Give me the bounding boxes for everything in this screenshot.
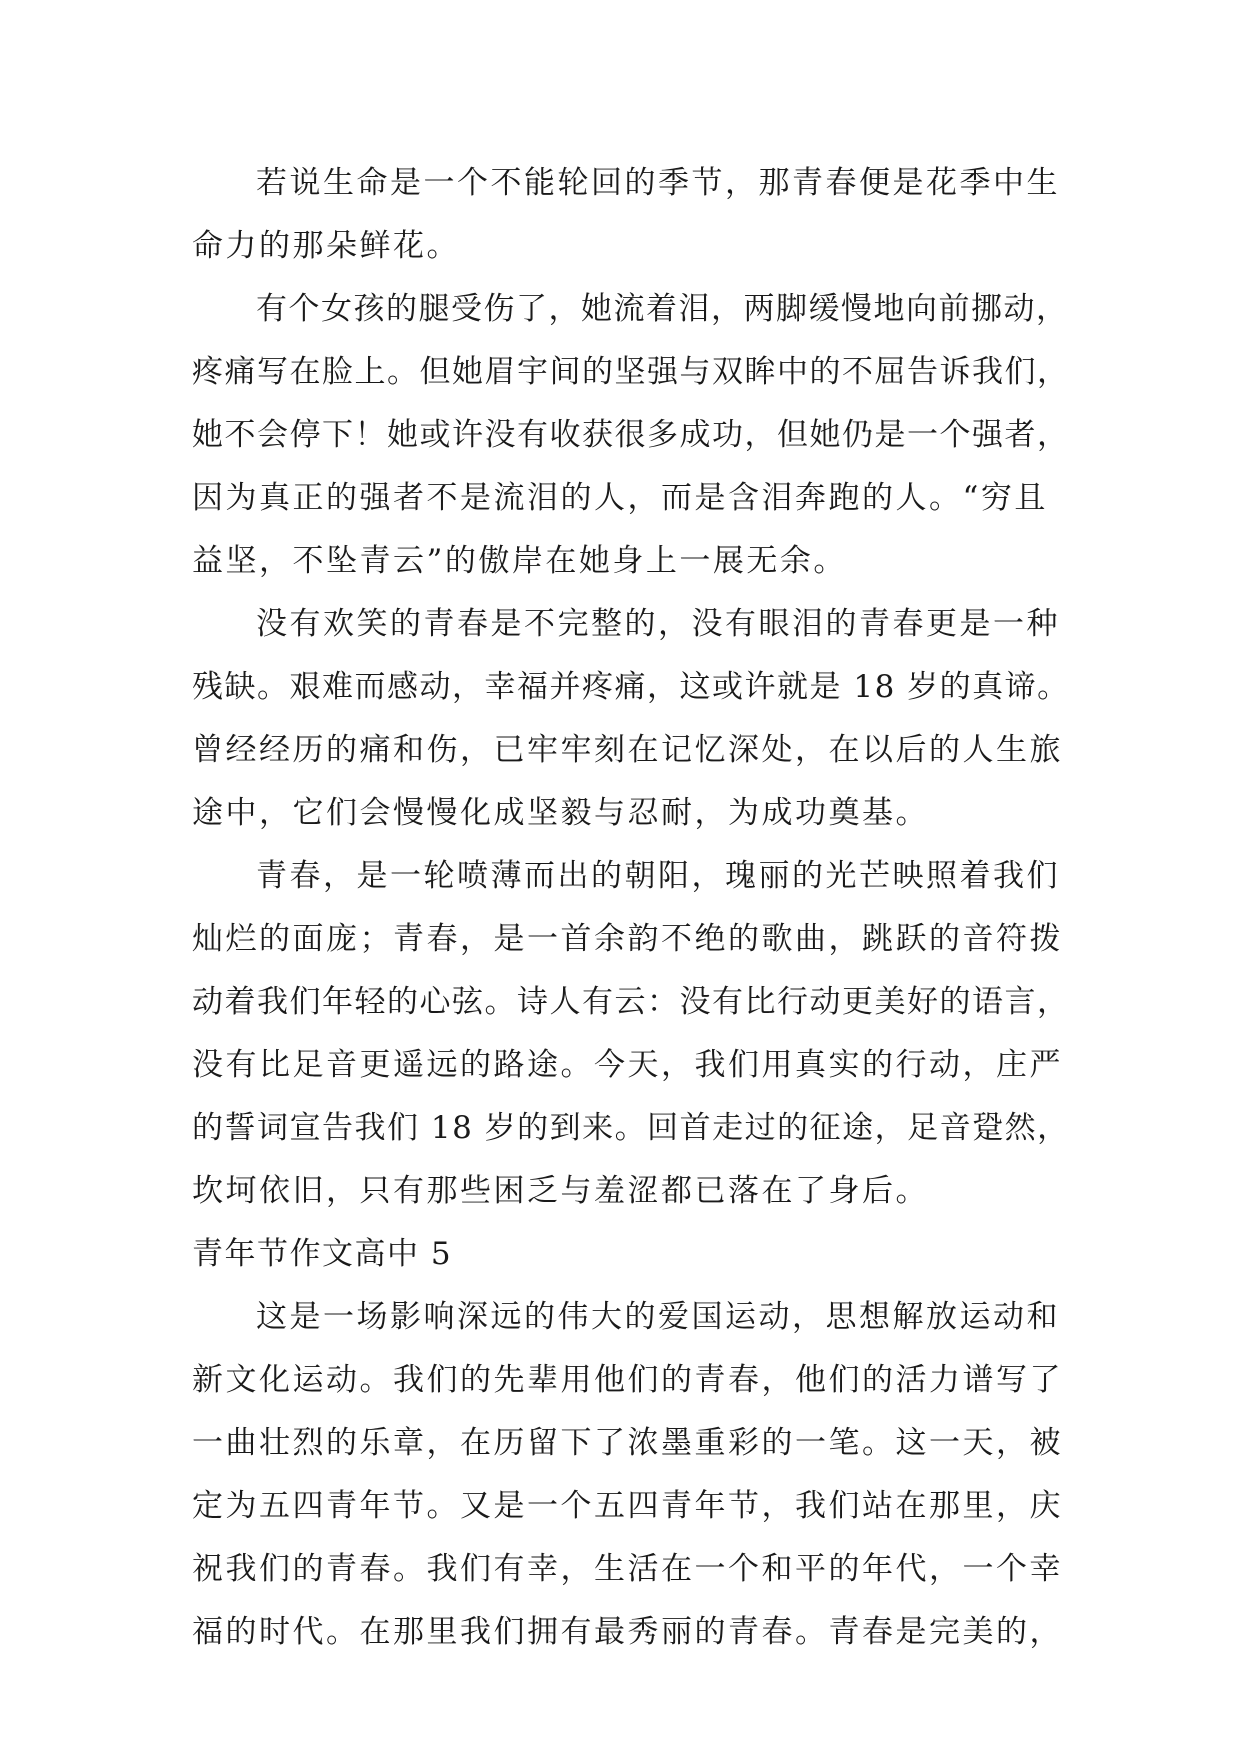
text-line: 动着我们年轻的心弦。诗人有云：没有比行动更美好的语言， — [192, 984, 1070, 1020]
document-body — [192, 152, 1072, 1664]
text-line: 一曲壮烈的乐章，在历留下了浓墨重彩的一笔。这一天，被 — [192, 1425, 1063, 1461]
text-line: 疼痛写在脸上。但她眉宇间的坚强与双眸中的不屈告诉我们， — [192, 354, 1070, 390]
text-line: 没有欢笑的青春是不完整的，没有眼泪的青春更是一种 — [256, 606, 1060, 642]
text-line: 定为五四青年节。又是一个五四青年节，我们站在那里，庆 — [192, 1488, 1063, 1524]
text-line: 残缺。艰难而感动，幸福并疼痛，这或许就是 18 岁的真谛。 — [192, 669, 1070, 705]
text-line: 曾经经历的痛和伤，已牢牢刻在记忆深处，在以后的人生旅 — [192, 732, 1063, 768]
text-line: 没有比足音更遥远的路途。今天，我们用真实的行动，庄严 — [192, 1047, 1063, 1083]
text-line: 若说生命是一个不能轮回的季节，那青春便是花季中生 — [256, 165, 1060, 201]
text-line: 新文化运动。我们的先辈用他们的青春，他们的活力谱写了 — [192, 1362, 1063, 1398]
text-line: 坎坷依旧，只有那些困乏与羞涩都已落在了身后。 — [192, 1173, 929, 1209]
section-heading: 青年节作文高中 5 — [192, 1236, 453, 1272]
text-line: 命力的那朵鲜花。 — [192, 228, 460, 264]
text-line: 福的时代。在那里我们拥有最秀丽的青春。青春是完美的， — [192, 1614, 1063, 1650]
text-line: 她不会停下！她或许没有收获很多成功，但她仍是一个强者， — [192, 417, 1070, 453]
text-line: 有个女孩的腿受伤了，她流着泪，两脚缓慢地向前挪动， — [256, 291, 1069, 327]
text-line: 灿烂的面庞；青春，是一首余韵不绝的歌曲，跳跃的音符拨 — [192, 921, 1063, 957]
text-line: 祝我们的青春。我们有幸，生活在一个和平的年代，一个幸 — [192, 1551, 1063, 1587]
text-line: 途中，它们会慢慢化成坚毅与忍耐，为成功奠基。 — [192, 795, 929, 831]
text-line: 这是一场影响深远的伟大的爱国运动，思想解放运动和 — [256, 1299, 1060, 1335]
text-line: 因为真正的强者不是流泪的人，而是含泪奔跑的人。“穷且 — [192, 480, 1048, 516]
text-line: 青春，是一轮喷薄而出的朝阳，瑰丽的光芒映照着我们 — [256, 858, 1060, 894]
text-line: 的誓词宣告我们 18 岁的到来。回首走过的征途，足音跫然， — [192, 1110, 1070, 1146]
text-line: 益坚，不坠青云”的傲岸在她身上一展无余。 — [192, 543, 847, 579]
